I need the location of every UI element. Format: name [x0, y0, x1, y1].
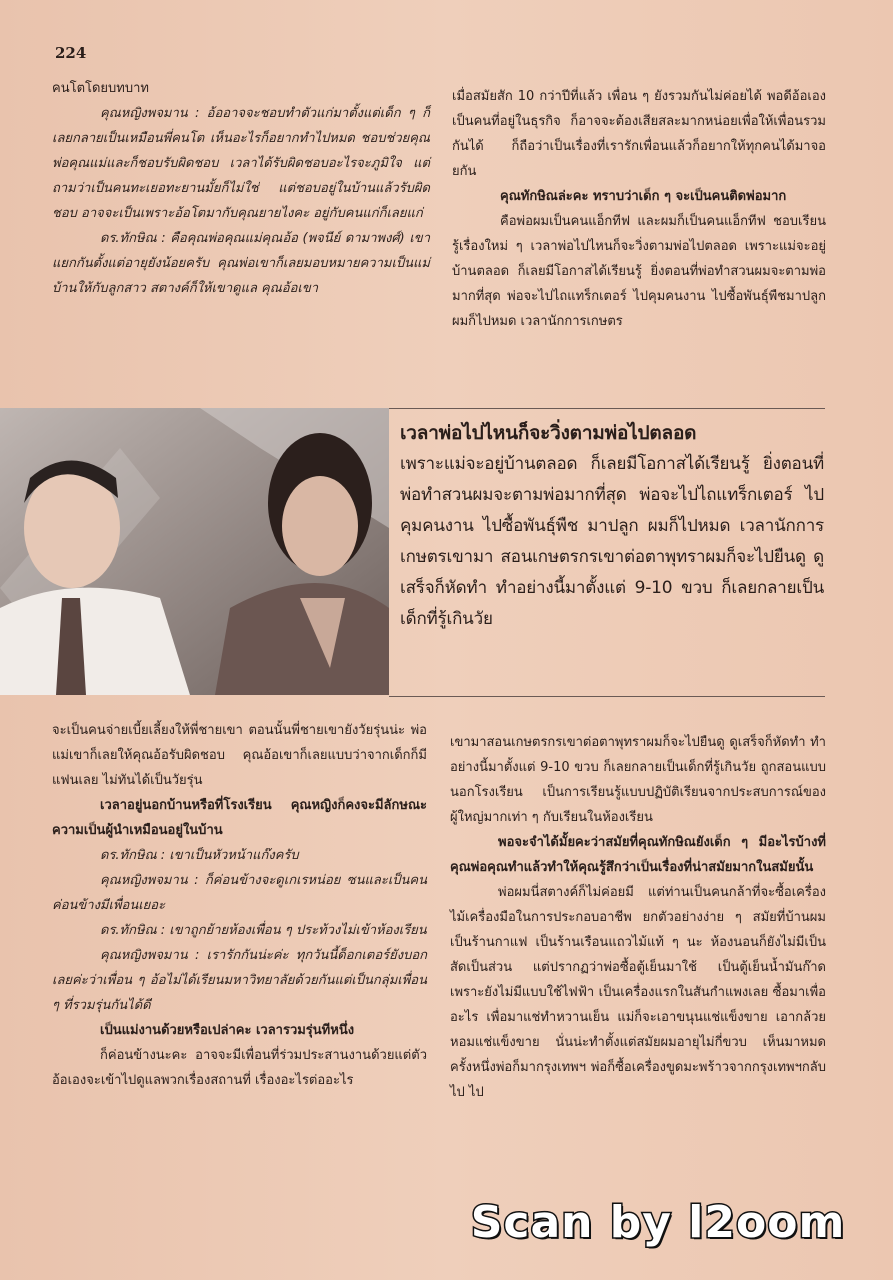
paragraph: คนโตโดยบทบาท	[52, 81, 149, 96]
paragraph: จะเป็นคนจ่ายเบี้ยเลี้ยงให้พี่ชายเขา ตอนนั้นพี่ชายเขายังวัยรุ่นน่ะ พ่อแม่เขาก็เลยให้คุณอ้อรับผิดชอบ คุณอ้อเขาก็เลยแบบว่าจากเด็กก็มีแฟนเลย ไม่ทันได้เป็นวัยรุ่น	[52, 723, 427, 788]
article-column-top-right	[452, 84, 826, 334]
pull-quote-first-line: เวลาพ่อไปไหนก็จะวิ่งตามพ่อไปตลอด	[400, 422, 697, 444]
paragraph: เมื่อสมัยสัก 10 กว่าปีที่แล้ว เพื่อน ๆ ยังรวมกันไม่ค่อยได้ พอดีอ้อเองเป็นคนที่อยู่ในธุรกิจ ก็อาจจะต้องเสียสละมากหน่อยเพื่อให้เพื่อนรวมกันได้ ก็ถือว่าเป็นเรื่องที่เรารักเพื่อนแล้วก็อยากให้ทุกคนได้มาจอยกัน	[452, 89, 826, 179]
paragraph: คุณหญิงพจมาน : อ้ออาจจะชอบทำตัวแก่มาตั้งแต่เด็ก ๆ ก็เลยกลายเป็นเหมือนพี่คนโต เห็นอะไรก็อยากทำไปหมด ชอบช่วยคุณพ่อคุณแม่และก็ชอบรับผิดชอบ เวลาได้รับผิดชอบอะไรจะภูมิใจ แต่ถามว่าเป็นคนทะเยอทะยานมั้ยก็ไม่ใช่ แต่ชอบอยู่ในบ้านแล้วรับผิดชอบ อาจจะเป็นเพราะอ้อโตมากับคุณยายไงคะ อยู่กับคนแก่ก็เลยแก่	[52, 106, 430, 221]
paragraph: ก็ค่อนข้างนะคะ อาจจะมีเพื่อนที่ร่วมประสานงานด้วยแต่ตัวอ้อเองจะเข้าไปดูแลพวกเรื่องสถานที่ เรื่องอะไรต่ออะไร	[52, 1048, 427, 1088]
paragraph: คือพ่อผมเป็นคนแอ็กทีฟ และผมก็เป็นคนแอ็กทีฟ ชอบเรียนรู้เรื่องใหม่ ๆ เวลาพ่อไปไหนก็จะวิ่งตามพ่อไปตลอด เพราะแม่จะอยู่บ้านตลอด ก็เลยมีโอกาสได้เรียนรู้ ยิ่งตอนที่พ่อทำสวนผมจะตามพ่อมากที่สุด พ่อจะไปไถแทร็กเตอร์ ไปคุมคนงาน ไปซื้อพันธุ์พืชมาปลูก ผมก็ไปหมด เวลานักการเกษตร	[452, 214, 826, 329]
article-column-top-left	[52, 76, 430, 301]
paragraph: เขามาสอนเกษตรกรเขาต่อตาพุทราผมก็จะไปยืนดู ดูเสร็จก็หัดทำ ทำอย่างนี้มาตั้งแต่ 9-10 ขวบ ก็เลยกลายเป็นเด็กที่รู้เกินวัย ถูกสอนแบบนอกโรงเรียน เป็นการเรียนรู้แบบปฏิบัติเรียนจากประสบการณ์ของผู้ใหญ่มากเท่า ๆ กับเรียนในห้องเรียน	[450, 735, 826, 825]
scan-watermark	[443, 1189, 873, 1255]
article-column-bottom-right	[450, 730, 826, 1105]
interview-question: คุณทักษิณล่ะคะ ทราบว่าเด็ก ๆ จะเป็นคนติดพ่อมาก	[500, 189, 787, 204]
paragraph: คุณหญิงพจมาน : ก็ค่อนข้างจะดูเกเรหน่อย ซนและเป็นคนค่อนข้างมีเพื่อนเยอะ	[52, 873, 427, 913]
portrait-photo-illustration	[0, 408, 389, 695]
interview-question: พอจะจำได้มั้ยคะว่าสมัยที่คุณทักษิณยังเด็ก ๆ มีอะไรบ้างที่คุณพ่อคุณทำแล้วทำให้คุณรู้สึกว่าเป็นเรื่องที่น่าสมัยมากในสมัยนั้น	[450, 835, 826, 875]
paragraph: ดร.ทักษิณ : เขาถูกย้ายห้องเพื่อน ๆ ประท้วงไม่เข้าห้องเรียน	[100, 923, 427, 938]
paragraph: คุณหญิงพจมาน : เรารักกันน่ะค่ะ ทุกวันนี้ด็อกเตอร์ยังบอกเลยค่ะว่าเพื่อน ๆ อ้อไม่ได้เรียนมหาวิทยาลัยด้วยกันแต่เป็นกลุ่มเพื่อน ๆ ที่รวมรุ่นกันได้ดี	[52, 948, 427, 1013]
paragraph: พ่อผมนี่สตางค์ก็ไม่ค่อยมี แต่ท่านเป็นคนกล้าที่จะซื้อเครื่องไม้เครื่องมือในการประกอบอาชีพ ยกตัวอย่างง่าย ๆ สมัยที่บ้านผมเป็นร้านกาแฟ เป็นร้านเรือนแถวไม้แท้ ๆ นะ ห้องนอนก็ยังไม่มีเป็นสัดเป็นส่วน แต่ปรากฏว่าพ่อซื้อตู้เย็นมาใช้ เป็นตู้เย็นน้ำมันก๊าดเพราะยังไม่มีแบบใช้ไฟฟ้า เป็นเครื่องแรกในสันกำแพงเลย ซื้อมาเพื่ออะไร เพื่อมาแช่ทำหวานเย็น แม่ก็จะเอาขนุนแช่แข็งขาย เอากล้วยหอมแช่แข็งขาย นั่นน่ะทำตั้งแต่สมัยผมอายุไม่กี่ขวบ เห็นมาหมด ครั้งหนึ่งพ่อก็มากรุงเทพฯ พ่อก็ซื้อเครื่องขูดมะพร้าวจากกรุงเทพฯกลับไป ไป	[450, 885, 826, 1100]
interview-question: เป็นแม่งานด้วยหรือเปล่าคะ เวลารวมรุ่นทีหนึ่ง	[100, 1023, 355, 1038]
pull-quote	[400, 418, 824, 635]
portrait-photo	[0, 408, 389, 695]
article-column-bottom-left	[52, 718, 427, 1093]
watermark-text: Scan by l2oom	[470, 1196, 846, 1248]
page-number: 224	[55, 44, 87, 62]
interview-question: เวลาอยู่นอกบ้านหรือที่โรงเรียน คุณหญิงก็คงจะมีลักษณะความเป็นผู้นำเหมือนอยู่ในบ้าน	[52, 798, 427, 838]
paragraph: ดร.ทักษิณ : คือคุณพ่อคุณแม่คุณอ้อ (พจนีย์ ดามาพงศ์) เขาแยกกันตั้งแต่อายุยังน้อยครับ คุณพ่อเขาก็เลยมอบหมายความเป็นแม่บ้านให้กับลูกสาว สตางค์ก็ให้เขาดูแล คุณอ้อเขา	[52, 231, 430, 296]
pull-quote-body: เพราะแม่จะอยู่บ้านตลอด ก็เลยมีโอกาสได้เรียนรู้ ยิ่งตอนที่พ่อทำสวนผมจะตามพ่อมากที่สุด พ่อจะไปไถแทร็กเตอร์ ไปคุมคนงาน ไปซื้อพันธุ์พืช มาปลูก ผมก็ไปหมด เวลานักการเกษตรเขามา สอนเกษตรกรเขาต่อตาพุทราผมก็จะไปยืนดู ดูเสร็จก็หัดทำ ทำอย่างนี้มาตั้งแต่ 9-10 ขวบ ก็เลยกลายเป็นเด็กที่รู้เกินวัย	[400, 454, 824, 629]
paragraph: ดร.ทักษิณ : เขาเป็นหัวหน้าแก๊งครับ	[100, 848, 299, 863]
